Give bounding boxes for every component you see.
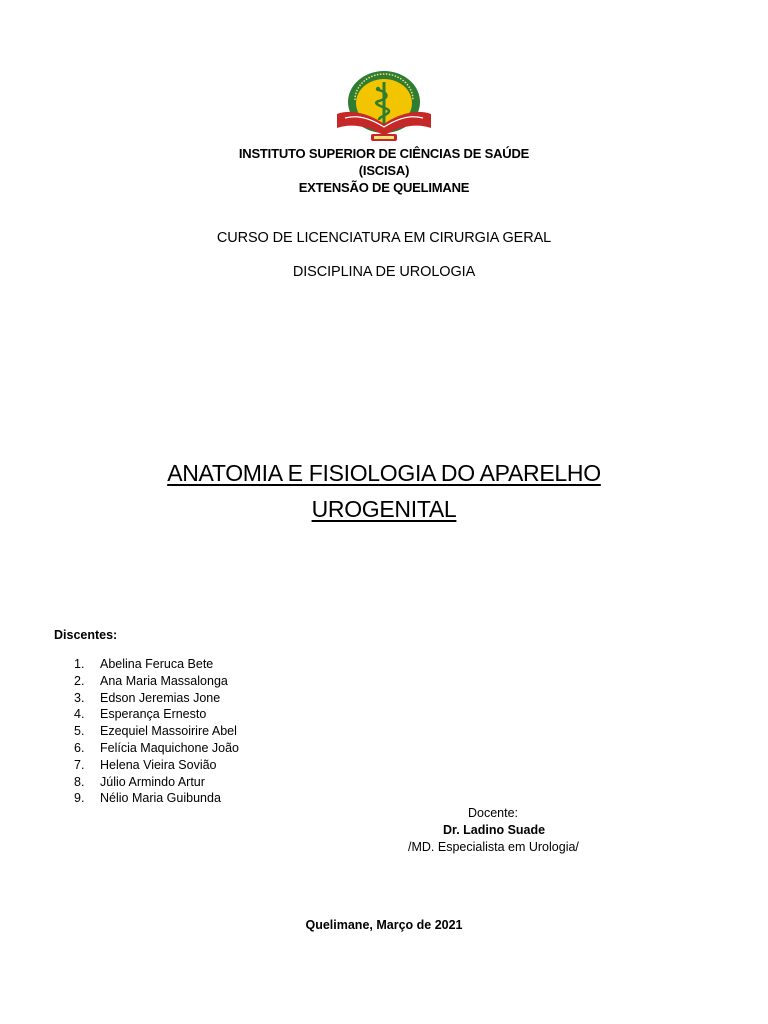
list-item [74,774,239,791]
iscisa-logo-icon [333,70,435,148]
list-item-number: 4. [74,707,85,722]
list-item-number: 2. [74,673,85,688]
list-item-number: 5. [74,724,85,739]
list-item [74,673,239,690]
document-title-line2: UROGENITAL [311,496,457,522]
list-item [74,706,239,723]
student-name: Felícia Maquichone João [100,740,239,755]
student-name: Helena Vieira Sovião [100,757,217,772]
institution-name: INSTITUTO SUPERIOR DE CIÊNCIAS DE SAÚDE [238,146,530,161]
institution-acronym: (ISCISA) [358,163,410,178]
list-item-number: 1. [74,657,85,671]
list-item-number: 6. [74,740,85,755]
list-item-number: 8. [74,774,85,789]
student-name: Ezequiel Massoirire Abel [100,724,237,739]
students-label: Discentes: [54,628,118,642]
institution-extension: EXTENSÃO DE QUELIMANE [298,180,470,195]
list-item [74,656,239,673]
list-item [74,757,239,774]
student-name: Júlio Armindo Artur [100,774,205,789]
students-list [74,656,239,807]
student-name: Edson Jeremias Jone [100,690,221,705]
list-item [74,740,239,757]
place-and-date: Quelimane, Março de 2021 [305,918,463,932]
student-name: Abelina Feruca Bete [100,657,214,671]
course-program: CURSO DE LICENCIATURA EM CIRURGIA GERAL [216,230,552,246]
list-item [74,723,239,740]
list-item-number: 7. [74,757,85,772]
document-title-line1: ANATOMIA E FISIOLOGIA DO APARELHO [167,460,601,486]
list-item [74,790,239,807]
list-item-number: 9. [74,791,85,806]
teacher-label: Docente: [468,806,519,820]
teacher-title: /MD. Especialista em Urologia/ [408,840,579,854]
list-item-number: 3. [74,690,85,705]
student-name: Esperança Ernesto [100,707,207,722]
course-discipline: DISCIPLINA DE UROLOGIA [292,264,476,280]
teacher-name: Dr. Ladino Suade [443,823,546,837]
student-name: Nélio Maria Guibunda [100,791,221,806]
list-item [74,690,239,707]
student-name: Ana Maria Massalonga [100,673,228,688]
